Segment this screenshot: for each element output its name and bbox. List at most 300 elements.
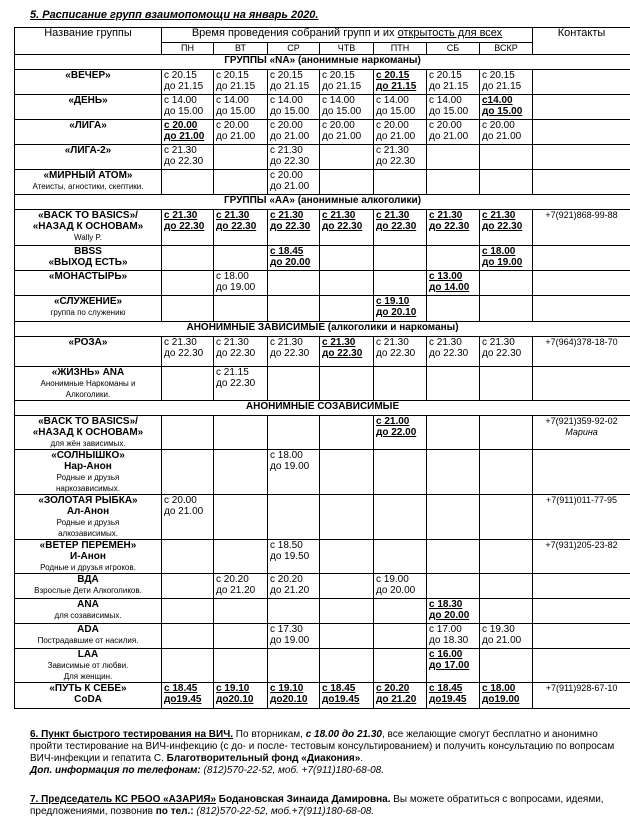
time-cell	[320, 624, 374, 649]
time-value: с 21.30	[322, 210, 356, 221]
time-value: с 18.45	[164, 683, 198, 694]
time-cell	[268, 416, 320, 450]
time-cell	[480, 296, 533, 322]
time-cell	[268, 70, 320, 95]
day-header: ПТН	[374, 43, 427, 55]
time-value: до20.10	[270, 694, 308, 705]
group-name: «BACK TO BASICS»/ «НАЗАД К ОСНОВАМ»	[32, 210, 144, 232]
time-value: до 22.30	[164, 156, 204, 167]
time-cell	[480, 574, 533, 599]
time-value: с 19.10	[270, 683, 304, 694]
contact-cell	[533, 574, 630, 599]
time-value: с 21.30	[270, 210, 304, 221]
time-value: до 15.00	[376, 106, 416, 117]
time-value: с 14.00	[164, 95, 197, 106]
time-cell	[214, 170, 268, 195]
time-value: с 21.30	[482, 210, 516, 221]
contact-cell	[533, 450, 630, 495]
table-row	[15, 574, 630, 599]
contact-cell	[533, 649, 630, 683]
group-name: «РОЗА»	[68, 337, 108, 348]
group-name: ADA	[77, 624, 99, 635]
time-value: до 22.30	[270, 348, 310, 359]
time-value: до 22.30	[429, 348, 469, 359]
group-name-cell	[15, 246, 162, 271]
time-cell	[162, 649, 214, 683]
time-cell	[427, 337, 480, 367]
time-value: с 21.30	[322, 337, 356, 348]
time-value: с 20.00	[270, 120, 303, 131]
time-value: с 21.30	[270, 337, 303, 348]
time-value: до 21.15	[270, 81, 310, 92]
time-cell	[320, 271, 374, 296]
time-value: с 20.00	[270, 170, 303, 181]
contact-value: +7(911)011-77-95	[546, 495, 618, 505]
group-name: «СЛУЖЕНИЕ»	[53, 296, 123, 307]
time-cell	[427, 296, 480, 322]
time-value: до 20.00	[270, 257, 311, 268]
time-value: с 21.30	[216, 210, 250, 221]
time-value: с 21.30	[164, 337, 197, 348]
time-value: до 15.00	[482, 106, 523, 117]
time-value: до19.45	[429, 694, 467, 705]
group-name-cell	[15, 367, 162, 401]
time-cell	[480, 246, 533, 271]
time-value: с 20.00	[164, 495, 197, 506]
time-cell	[268, 599, 320, 624]
group-name: «ЛИГА»	[69, 120, 107, 131]
time-cell	[480, 145, 533, 170]
time-value: до 22.30	[216, 378, 256, 389]
time-cell	[374, 574, 427, 599]
time-value: с 21.15	[216, 367, 249, 378]
time-cell	[320, 540, 374, 574]
time-value: до 15.00	[322, 106, 362, 117]
time-cell	[374, 367, 427, 401]
time-cell	[374, 599, 427, 624]
time-cell	[374, 120, 427, 145]
time-cell	[320, 450, 374, 495]
time-cell	[320, 337, 374, 367]
contact-cell	[533, 416, 630, 450]
time-value: с 19.30	[482, 624, 515, 635]
group-name-cell	[15, 337, 162, 367]
time-cell	[427, 95, 480, 120]
time-cell	[214, 450, 268, 495]
time-cell	[162, 120, 214, 145]
time-value: с 20.15	[164, 70, 197, 81]
time-value: до 22.30	[164, 221, 205, 232]
time-cell	[162, 210, 214, 246]
time-value: до19.45	[164, 694, 202, 705]
time-cell	[320, 599, 374, 624]
time-cell	[162, 296, 214, 322]
contact-cell	[533, 367, 630, 401]
schedule-table	[14, 27, 630, 709]
table-row	[15, 271, 630, 296]
time-value: с 18.45	[322, 683, 356, 694]
time-cell	[427, 649, 480, 683]
group-name: «ДЕНЬ»	[68, 95, 108, 106]
group-name: «ВЕЧЕР»	[65, 70, 111, 81]
group-description: Анонимные Наркоманы и Алкоголики.	[40, 379, 136, 399]
time-value: до 21.00	[270, 181, 310, 192]
time-cell	[374, 296, 427, 322]
time-cell	[268, 683, 320, 709]
time-cell	[427, 367, 480, 401]
time-cell	[480, 416, 533, 450]
time-value: с 21.30	[429, 337, 462, 348]
time-value: с 18.00	[270, 450, 303, 461]
time-value: до 21.20	[216, 585, 256, 596]
time-cell	[162, 337, 214, 367]
time-cell	[268, 540, 320, 574]
contact-cell	[533, 145, 630, 170]
time-cell	[374, 95, 427, 120]
contact-cell	[533, 599, 630, 624]
time-cell	[214, 296, 268, 322]
group-name: «ЗОЛОТАЯ РЫБКА» Ал-Анон	[38, 495, 138, 517]
time-value: до 22.30	[216, 348, 256, 359]
time-cell	[480, 599, 533, 624]
time-value: с 17.30	[270, 624, 303, 635]
group-name: LAA	[77, 649, 99, 660]
group-name: «ЖИЗНЬ» ANA	[51, 367, 125, 378]
time-value: с 20.20	[216, 574, 249, 585]
time-value: до 20.10	[376, 307, 417, 318]
schedule-heading: 5. Расписание групп взаимопомощи на январь 2020.	[30, 9, 319, 21]
contact-cell	[533, 296, 630, 322]
time-cell	[214, 210, 268, 246]
table-row	[15, 70, 630, 95]
table-row	[15, 416, 630, 450]
time-cell	[162, 367, 214, 401]
table-row	[15, 296, 630, 322]
contact-cell	[533, 120, 630, 145]
time-value: до 15.00	[164, 106, 204, 117]
time-value: с 19.10	[216, 683, 250, 694]
time-cell	[480, 170, 533, 195]
day-header: ЧТВ	[320, 43, 374, 55]
time-value: до 22.30	[216, 221, 257, 232]
time-value: с 20.15	[322, 70, 355, 81]
time-value: с 21.30	[482, 337, 515, 348]
time-value: с 20.15	[429, 70, 462, 81]
contact-cell	[533, 624, 630, 649]
time-value: до19.45	[322, 694, 360, 705]
time-cell	[320, 70, 374, 95]
time-value: с 18.30	[429, 599, 463, 610]
time-cell	[268, 495, 320, 540]
time-value: до 22.30	[164, 348, 204, 359]
table-row	[15, 495, 630, 540]
time-cell	[374, 70, 427, 95]
time-cell	[320, 170, 374, 195]
time-value: с 19.10	[376, 296, 410, 307]
time-value: с 14.00	[270, 95, 303, 106]
contact-value: Марина	[565, 427, 598, 437]
table-row	[15, 145, 630, 170]
time-value: до 19.00	[482, 257, 523, 268]
time-value: до 21.00	[376, 131, 416, 142]
testing-paragraph: 6. Пункт быстрого тестирования на ВИЧ. По вторникам, с 18.00 до 21.30, все желающие смогут бесплатно и анонимно пройти тестирование на ВИЧ-инфекцию (с до- и после- тестовым консультированием) и получить консультацию по вопросам ВИЧ-инфекции и гепатита С. Благотворительный фонд «Диакония». Доп. информация по телефонам: (812)570-22-52, моб. +7(911)180-68-08.	[30, 729, 615, 776]
group-name: «ЛИГА-2»	[64, 145, 112, 156]
time-cell	[268, 337, 320, 367]
contact-value: +7(921)359-92-02	[545, 416, 618, 426]
group-name-cell	[15, 574, 162, 599]
time-value: до 22.30	[322, 348, 363, 359]
contact-cell	[533, 70, 630, 95]
group-name: «ПУТЬ К СЕБЕ» CoDA	[49, 683, 127, 705]
time-value: с 21.30	[376, 337, 409, 348]
group-name: «МИРНЫЙ АТОМ»	[43, 170, 133, 181]
table-row	[15, 540, 630, 574]
time-cell	[374, 495, 427, 540]
time-value: до 22.30	[322, 221, 363, 232]
time-cell	[268, 246, 320, 271]
time-value: с 14.00	[429, 95, 462, 106]
time-value: с 21.30	[376, 145, 409, 156]
col-header-name: Название группы	[15, 28, 162, 55]
time-cell	[162, 683, 214, 709]
time-value: до 22.30	[270, 221, 311, 232]
time-cell	[374, 649, 427, 683]
time-value: до 20.00	[429, 610, 470, 621]
time-cell	[374, 337, 427, 367]
time-cell	[268, 95, 320, 120]
time-cell	[268, 450, 320, 495]
group-name-cell	[15, 624, 162, 649]
day-header: СР	[268, 43, 320, 55]
table-row	[15, 95, 630, 120]
time-cell	[162, 246, 214, 271]
table-row	[15, 337, 630, 367]
time-cell	[214, 70, 268, 95]
contact-cell	[533, 170, 630, 195]
time-cell	[374, 170, 427, 195]
time-value: до 15.00	[270, 106, 310, 117]
time-value: с 20.20	[376, 683, 410, 694]
time-cell	[214, 599, 268, 624]
time-cell	[214, 495, 268, 540]
time-value: до 21.15	[429, 81, 469, 92]
time-cell	[162, 70, 214, 95]
group-name: «ВЕТЕР ПЕРЕМЕН» И-Анон	[39, 540, 137, 562]
section-header-na: ГРУППЫ «NA» (анонимные наркоманы)	[15, 55, 630, 70]
group-name: ВДА	[77, 574, 99, 585]
contact-value: +7(964)378-18-70	[545, 337, 618, 347]
time-value: до 15.00	[429, 106, 469, 117]
time-cell	[320, 495, 374, 540]
time-value: с 13.00	[429, 271, 463, 282]
group-description: Зависимые от любви. Для женщин.	[47, 661, 129, 681]
time-value: до 22.30	[482, 348, 522, 359]
time-value: до 18.30	[429, 635, 469, 646]
contact-cell	[533, 210, 630, 246]
group-description: Родные и друзья наркозависимых.	[55, 473, 121, 493]
table-row	[15, 450, 630, 495]
day-header: ВТ	[214, 43, 268, 55]
testing-title: 6. Пункт быстрого тестирования на ВИЧ.	[30, 729, 234, 740]
time-cell	[214, 367, 268, 401]
group-name: «СОЛНЫШКО» Нар-Анон	[51, 450, 125, 472]
time-cell	[268, 574, 320, 599]
time-cell	[480, 495, 533, 540]
section-header-ac: АНОНИМНЫЕ СОЗАВИСИМЫЕ	[15, 401, 630, 416]
time-value: с 14.00	[322, 95, 355, 106]
time-cell	[320, 145, 374, 170]
time-value: с 21.30	[376, 210, 410, 221]
time-cell	[268, 145, 320, 170]
group-name: BBSS «ВЫХОД ЕСТЬ»	[48, 246, 128, 268]
table-row	[15, 624, 630, 649]
time-cell	[427, 170, 480, 195]
time-value: с 21.30	[429, 210, 463, 221]
group-name: «МОНАСТЫРЬ»	[48, 271, 128, 282]
time-cell	[320, 416, 374, 450]
time-cell	[427, 540, 480, 574]
time-value: с 20.00	[216, 120, 249, 131]
time-cell	[320, 649, 374, 683]
col-header-contacts: Контакты	[533, 28, 630, 55]
time-value: до 21.15	[216, 81, 256, 92]
time-cell	[214, 683, 268, 709]
time-cell	[427, 495, 480, 540]
time-cell	[374, 145, 427, 170]
time-cell	[374, 540, 427, 574]
table-row	[15, 246, 630, 271]
time-cell	[268, 296, 320, 322]
group-description: группа по служению	[50, 308, 126, 317]
time-cell	[320, 574, 374, 599]
contact-cell	[533, 271, 630, 296]
time-cell	[162, 599, 214, 624]
time-value: с 18.45	[429, 683, 463, 694]
time-value: до 19.00	[270, 635, 310, 646]
contact-cell	[533, 95, 630, 120]
time-cell	[374, 683, 427, 709]
time-value: с 18.45	[270, 246, 304, 257]
time-value: до 22.30	[376, 348, 416, 359]
group-name-cell	[15, 70, 162, 95]
chairman-paragraph: 7. Председатель КС РБОО «АЗАРИЯ» Бодановская Зинаида Дамировна. Вы можете обратиться с вопросами, идеями, предложениями, позвонив по тел.: (812)570-22-52, моб.+7(911)180-68-08.	[30, 794, 604, 817]
time-value: до20.10	[216, 694, 254, 705]
group-name-cell	[15, 271, 162, 296]
time-cell	[214, 649, 268, 683]
time-cell	[214, 337, 268, 367]
time-cell	[320, 367, 374, 401]
time-cell	[214, 271, 268, 296]
contact-cell	[533, 246, 630, 271]
time-cell	[268, 367, 320, 401]
time-value: до 21.15	[482, 81, 522, 92]
time-value: с 18.00	[482, 246, 516, 257]
time-value: с 20.00	[164, 120, 198, 131]
time-value: до 20.00	[376, 585, 416, 596]
time-value: до 17.00	[429, 660, 470, 671]
day-header: СБ	[427, 43, 480, 55]
group-name-cell	[15, 540, 162, 574]
contact-cell	[533, 540, 630, 574]
time-cell	[162, 145, 214, 170]
time-cell	[480, 649, 533, 683]
time-cell	[427, 683, 480, 709]
time-value: до 22.30	[376, 156, 416, 167]
time-cell	[427, 599, 480, 624]
time-value: с 21.30	[164, 145, 197, 156]
group-name: ANA	[77, 599, 99, 610]
time-value: до 21.15	[376, 81, 417, 92]
time-cell	[214, 574, 268, 599]
time-value: до 22.30	[376, 221, 417, 232]
group-name-cell	[15, 296, 162, 322]
time-value: с 20.15	[216, 70, 249, 81]
time-cell	[480, 95, 533, 120]
contact-value: +7(911)928-67-10	[545, 683, 618, 693]
time-cell	[427, 210, 480, 246]
time-cell	[268, 624, 320, 649]
time-cell	[214, 145, 268, 170]
time-cell	[268, 271, 320, 296]
time-cell	[320, 120, 374, 145]
time-cell	[320, 683, 374, 709]
time-value: с 17.00	[429, 624, 462, 635]
time-cell	[427, 574, 480, 599]
time-value: до 19.50	[270, 551, 310, 562]
time-value: с 16.00	[429, 649, 463, 660]
time-cell	[480, 210, 533, 246]
time-cell	[480, 540, 533, 574]
time-value: до 22.00	[376, 427, 417, 438]
group-name-cell	[15, 145, 162, 170]
time-cell	[214, 246, 268, 271]
time-value: с 20.15	[270, 70, 303, 81]
time-cell	[427, 145, 480, 170]
time-cell	[268, 120, 320, 145]
contact-cell	[533, 683, 630, 709]
group-description: Wally P.	[73, 233, 102, 242]
time-value: с 20.00	[482, 120, 515, 131]
time-cell	[427, 624, 480, 649]
time-cell	[374, 416, 427, 450]
group-description: для созависимых.	[54, 611, 122, 620]
time-cell	[214, 416, 268, 450]
time-cell	[162, 495, 214, 540]
time-cell	[374, 246, 427, 271]
group-name-cell	[15, 120, 162, 145]
time-value: с 21.30	[270, 145, 303, 156]
time-cell	[162, 450, 214, 495]
group-name: «BACK TO BASICS»/ «НАЗАД К ОСНОВАМ»	[32, 416, 144, 438]
time-cell	[480, 120, 533, 145]
time-cell	[427, 120, 480, 145]
time-cell	[162, 95, 214, 120]
group-description: Родные и друзья игроков.	[40, 563, 136, 572]
table-row	[15, 170, 630, 195]
time-value: до 21.00	[482, 635, 522, 646]
group-name-cell	[15, 416, 162, 450]
time-cell	[162, 271, 214, 296]
time-value: с 20.00	[429, 120, 462, 131]
time-cell	[162, 624, 214, 649]
time-cell	[480, 70, 533, 95]
time-value: до 22.30	[429, 221, 470, 232]
time-value: с 18.00	[216, 271, 249, 282]
time-cell	[268, 210, 320, 246]
group-description: Пострадавшие от насилия.	[37, 636, 139, 645]
time-cell	[427, 70, 480, 95]
table-row	[15, 210, 630, 246]
